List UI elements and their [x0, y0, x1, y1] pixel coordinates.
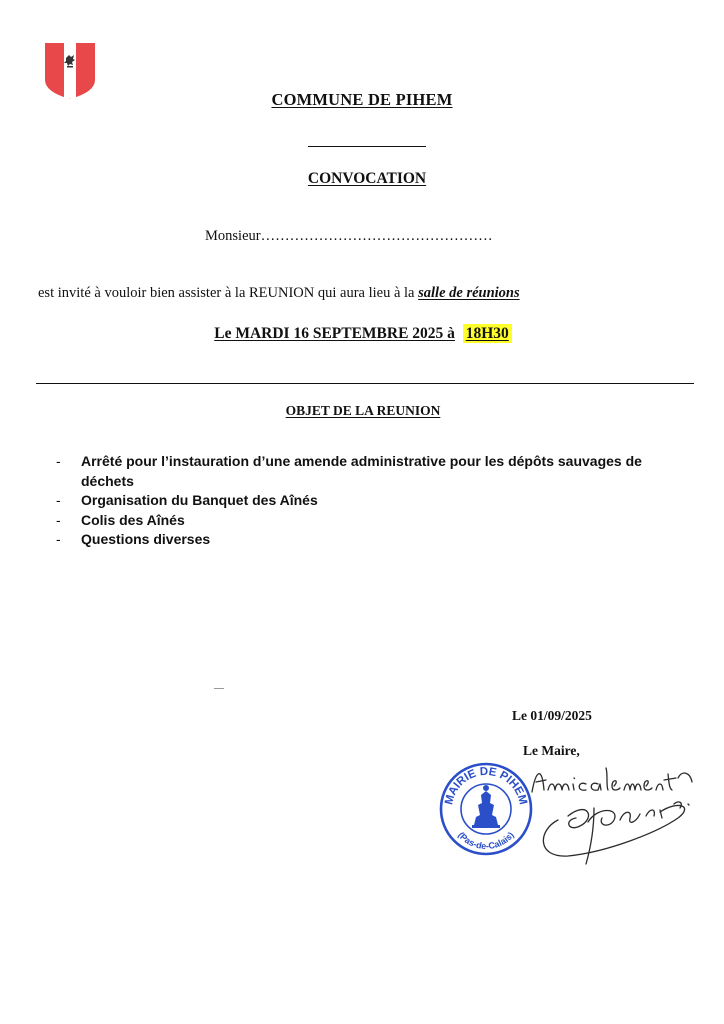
invitation-body: est invité à vouloir bien assister à la REUNION qui aura lieu à la	[38, 285, 419, 301]
meeting-date-line	[0, 325, 724, 343]
agenda-item	[56, 452, 696, 491]
mayor-signature	[528, 760, 700, 872]
agenda-item-text: Colis des Aînés	[81, 511, 185, 528]
stamp-bottom-text: (Pas-de-Calais)	[456, 830, 516, 852]
invitation-text	[38, 285, 520, 302]
title-divider	[308, 146, 426, 147]
agenda-item	[56, 511, 696, 531]
mairie-stamp	[436, 757, 536, 857]
agenda-title: OBJET DE LA REUNION	[285, 403, 441, 418]
signing-date: Le 01/09/2025	[512, 708, 592, 723]
commune-title: COMMUNE DE PIHEM	[271, 90, 453, 109]
bullet-dash: -	[56, 511, 61, 528]
agenda-item	[56, 491, 696, 511]
scan-speck	[214, 688, 224, 689]
meeting-time: 18H30	[463, 324, 512, 343]
agenda-item	[56, 530, 696, 550]
agenda-list	[56, 452, 696, 550]
meeting-place: salle de réunions	[418, 285, 520, 301]
meeting-date: Le MARDI 16 SEPTEMBRE 2025 à	[214, 325, 455, 342]
addressee-line: Monsieur…………………………………………	[205, 228, 493, 244]
document-title: CONVOCATION	[307, 170, 427, 187]
bullet-dash: -	[56, 453, 61, 469]
section-divider	[36, 383, 694, 384]
signatory-title: Le Maire,	[523, 743, 580, 758]
agenda-item-text: Arrêté pour l’instauration d’une amende administrative pour les dépôts sauvages de déchets	[81, 453, 642, 489]
bullet-dash: -	[56, 492, 61, 508]
agenda-item-text: Organisation du Banquet des Aînés	[81, 492, 318, 508]
bullet-dash: -	[56, 531, 61, 547]
stamp-top-text: MAIRIE DE PIHEM	[443, 765, 529, 806]
agenda-item-text: Questions diverses	[81, 531, 211, 547]
